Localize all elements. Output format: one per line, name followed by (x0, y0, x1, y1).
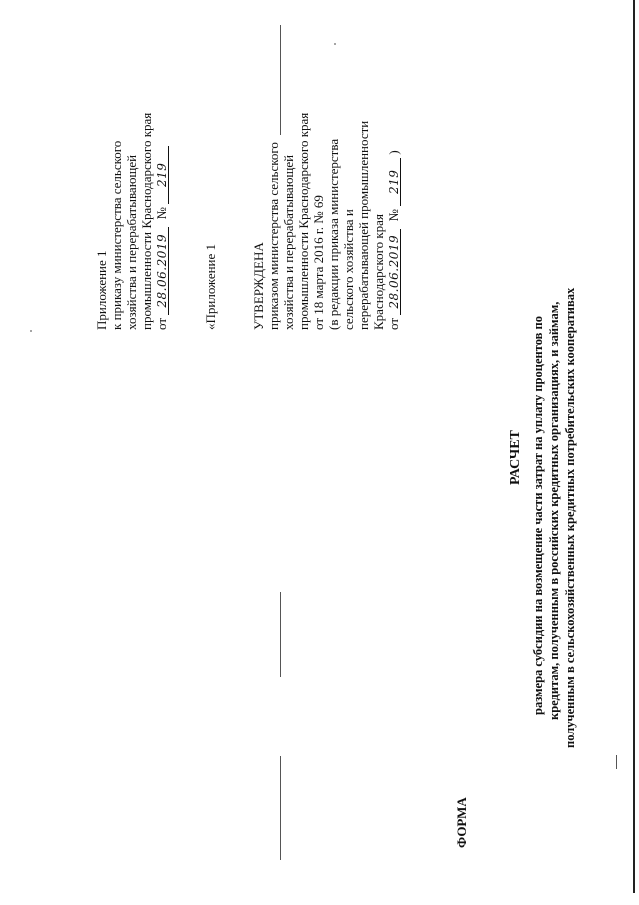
table-line (616, 755, 617, 769)
table-line (280, 592, 281, 677)
approved-close: ) (386, 150, 401, 155)
approved-line-9 (386, 113, 401, 330)
subtitle-line-1-block (531, 316, 546, 715)
annex-line-5 (154, 113, 169, 330)
subtitle-line-1: размера субсидии на возмещение части затрат на уплату процентов по (531, 316, 545, 715)
approved-title: УТВЕРЖДЕНА (251, 242, 266, 330)
approved-ot: от (386, 317, 401, 330)
annex-number: 219 (156, 146, 169, 204)
annex-no: № (154, 207, 169, 220)
approved-line-6: сельского хозяйства и (341, 209, 356, 330)
form-label: ФОРМА (454, 797, 469, 848)
subtitle-line-3: полученным в сельскохозяйственных кредитных потребительских кооперативах (563, 287, 577, 748)
approved-line-4: от 18 марта 2016 г. № 69 (311, 195, 326, 330)
annex-line-4: промышленности Краснодарского края (139, 112, 154, 330)
document-title-block (508, 430, 523, 485)
approved-block (251, 113, 401, 330)
approved-line-7: перерабатывающей промышленности (356, 120, 371, 330)
subtitle-line-2-block (547, 302, 562, 720)
scan-dot (30, 330, 32, 332)
scan-dot (334, 43, 336, 45)
annex-line-3: хозяйства и перерабатывающей (124, 154, 139, 330)
approved-line-8: Краснодарского края (371, 214, 386, 330)
subtitle-line-3-block (563, 288, 578, 748)
approved-no: № (386, 209, 401, 222)
approved-line-2: хозяйства и перерабатывающей (281, 154, 296, 330)
annex-block (94, 113, 169, 330)
document-title: РАСЧЕТ (508, 430, 523, 485)
table-line (280, 756, 281, 860)
annex-line-1: Приложение 1 (94, 250, 109, 330)
annex-quote-block (203, 244, 218, 330)
annex-date: 28.06.2019 (156, 227, 169, 315)
page-border-line (633, 0, 635, 893)
approved-number: 219 (388, 158, 401, 206)
annex-quote: «Приложение 1 (203, 243, 218, 330)
approved-line-3: промышленности Краснодарского края (296, 112, 311, 330)
subtitle-line-2: кредитам, полученным в российских кредитных организациях, и займам, (547, 301, 561, 720)
annex-line-2: к приказу министерства сельского (109, 140, 124, 330)
approved-date: 28.06.2019 (388, 229, 401, 315)
annex-ot: от (154, 317, 169, 330)
approved-line-1: приказом министерства сельского (266, 142, 281, 330)
form-label-block (454, 797, 469, 848)
approved-line-5: (в редакции приказа министерства (326, 138, 341, 330)
